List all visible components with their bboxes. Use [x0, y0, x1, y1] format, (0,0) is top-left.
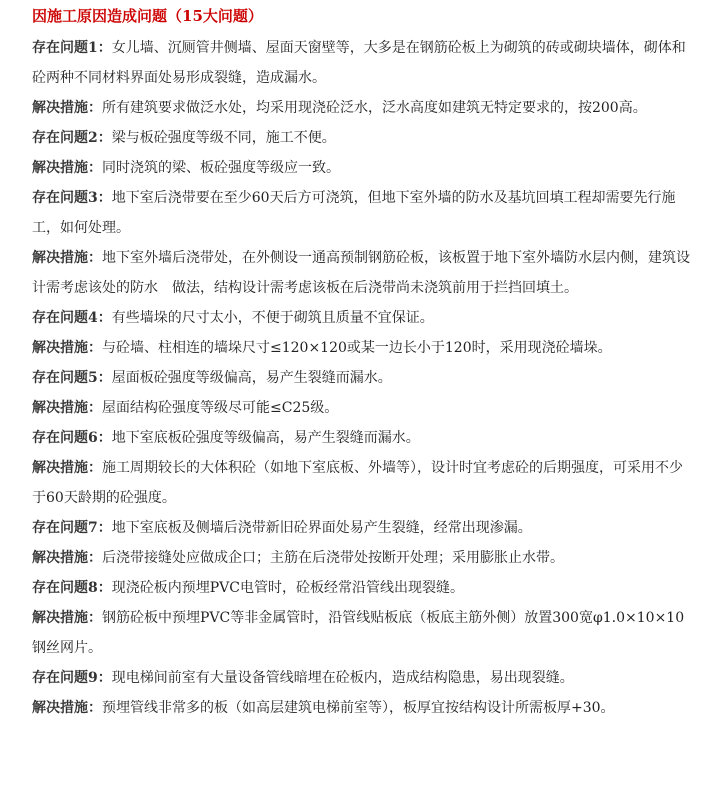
- paragraph-label: 解决措施：: [32, 160, 102, 176]
- paragraph-text: 施工周期较长的大体积砼（如地下室底板、外墙等），设计时宜考虑砼的后期强度，可采用不少于60天龄期的砼强度。: [32, 460, 683, 506]
- paragraph-label: 解决措施：: [32, 700, 102, 716]
- paragraph-label: 存在问题7：: [32, 520, 112, 536]
- problem-paragraph: [32, 33, 691, 93]
- paragraph-text: 所有建筑要求做泛水处，均采用现浇砼泛水，泛水高度如建筑无特定要求的，按200高。: [102, 100, 647, 116]
- solution-paragraph: [32, 693, 691, 723]
- problem-paragraph: [32, 183, 691, 243]
- paragraph-text: 钢筋砼板中预埋PVC等非金属管时，沿管线贴板底（板底主筋外侧）放置300宽φ1.0×10×10钢丝网片。: [32, 610, 685, 656]
- paragraph-label: 存在问题6：: [32, 430, 112, 446]
- paragraph-text: 同时浇筑的梁、板砼强度等级应一致。: [102, 160, 340, 176]
- paragraph-label: 存在问题5：: [32, 370, 112, 386]
- paragraph-text: 地下室底板砼强度等级偏高，易产生裂缝而漏水。: [111, 430, 420, 446]
- paragraph-text: 与砼墙、柱相连的墙垛尺寸≤120×120或某一边长小于120时，采用现浇砼墙垛。: [102, 340, 612, 356]
- paragraph-label: 存在问题9：: [32, 670, 112, 686]
- paragraph-label: 解决措施：: [32, 340, 102, 356]
- problem-paragraph: [32, 573, 691, 603]
- paragraph-label: 解决措施：: [32, 550, 102, 566]
- paragraph-text: 地下室外墙后浇带处，在外侧设一通高预制钢筋砼板，该板置于地下室外墙防水层内侧，建筑设计需考虑该处的防水 做法，结构设计需考虑该板在后浇带尚未浇筑前用于拦挡回填土。: [32, 250, 690, 296]
- paragraph-text: 预埋管线非常多的板（如高层建筑电梯前室等），板厚宜按结构设计所需板厚+30。: [102, 700, 615, 716]
- paragraph-label: 存在问题8：: [32, 580, 112, 596]
- paragraph-text: 现电梯间前室有大量设备管线暗埋在砼板内，造成结构隐患，易出现裂缝。: [111, 670, 574, 686]
- problem-paragraph: [32, 423, 691, 453]
- paragraph-label: 解决措施：: [32, 100, 102, 116]
- solution-paragraph: [32, 333, 691, 363]
- paragraph-text: 屋面板砼强度等级偏高，易产生裂缝而漏水。: [111, 370, 392, 386]
- paragraph-label: 解决措施：: [32, 400, 102, 416]
- paragraph-label: 存在问题3：: [32, 190, 112, 206]
- solution-paragraph: [32, 153, 691, 183]
- problem-paragraph: [32, 123, 691, 153]
- problem-paragraph: [32, 663, 691, 693]
- paragraph-label: 解决措施：: [32, 250, 102, 266]
- paragraph-label: 存在问题4：: [32, 310, 112, 326]
- problem-paragraph: [32, 513, 691, 543]
- problem-paragraph: [32, 363, 691, 393]
- paragraph-text: 地下室底板及侧墙后浇带新旧砼界面处易产生裂缝，经常出现渗漏。: [111, 520, 532, 536]
- solution-paragraph: [32, 603, 691, 663]
- paragraph-text: 现浇砼板内预埋PVC电管时，砼板经常沿管线出现裂缝。: [111, 580, 464, 596]
- paragraph-text: 屋面结构砼强度等级尽可能≤C25级。: [102, 400, 339, 416]
- problem-paragraph: [32, 303, 691, 333]
- paragraph-label: 存在问题2：: [32, 130, 112, 146]
- paragraph-text: 后浇带接缝处应做成企口；主筋在后浇带处按断开处理；采用膨胀止水带。: [102, 550, 564, 566]
- paragraph-text: 有些墙垛的尺寸太小，不便于砌筑且质量不宜保证。: [111, 310, 434, 326]
- paragraph-label: 解决措施：: [32, 460, 102, 476]
- solution-paragraph: [32, 543, 691, 573]
- solution-paragraph: [32, 393, 691, 423]
- paragraph-text: 梁与板砼强度等级不同，施工不便。: [111, 130, 336, 146]
- article-title: 因施工原因造成问题（15大问题）: [32, 7, 263, 25]
- solution-paragraph: [32, 243, 691, 303]
- solution-paragraph: [32, 453, 691, 513]
- article-body: [32, 33, 691, 723]
- solution-paragraph: [32, 93, 691, 123]
- paragraph-label: 解决措施：: [32, 610, 102, 626]
- paragraph-label: 存在问题1：: [32, 40, 112, 56]
- paragraph-text: 女儿墙、沉厕管井侧墙、屋面天窗壁等，大多是在钢筋砼板上为砌筑的砖或砌块墙体，砌体和砼两种不同材料界面处易形成裂缝，造成漏水。: [32, 40, 686, 86]
- paragraph-text: 地下室后浇带要在至少60天后方可浇筑，但地下室外墙的防水及基坑回填工程却需要先行施工，如何处理。: [32, 190, 676, 236]
